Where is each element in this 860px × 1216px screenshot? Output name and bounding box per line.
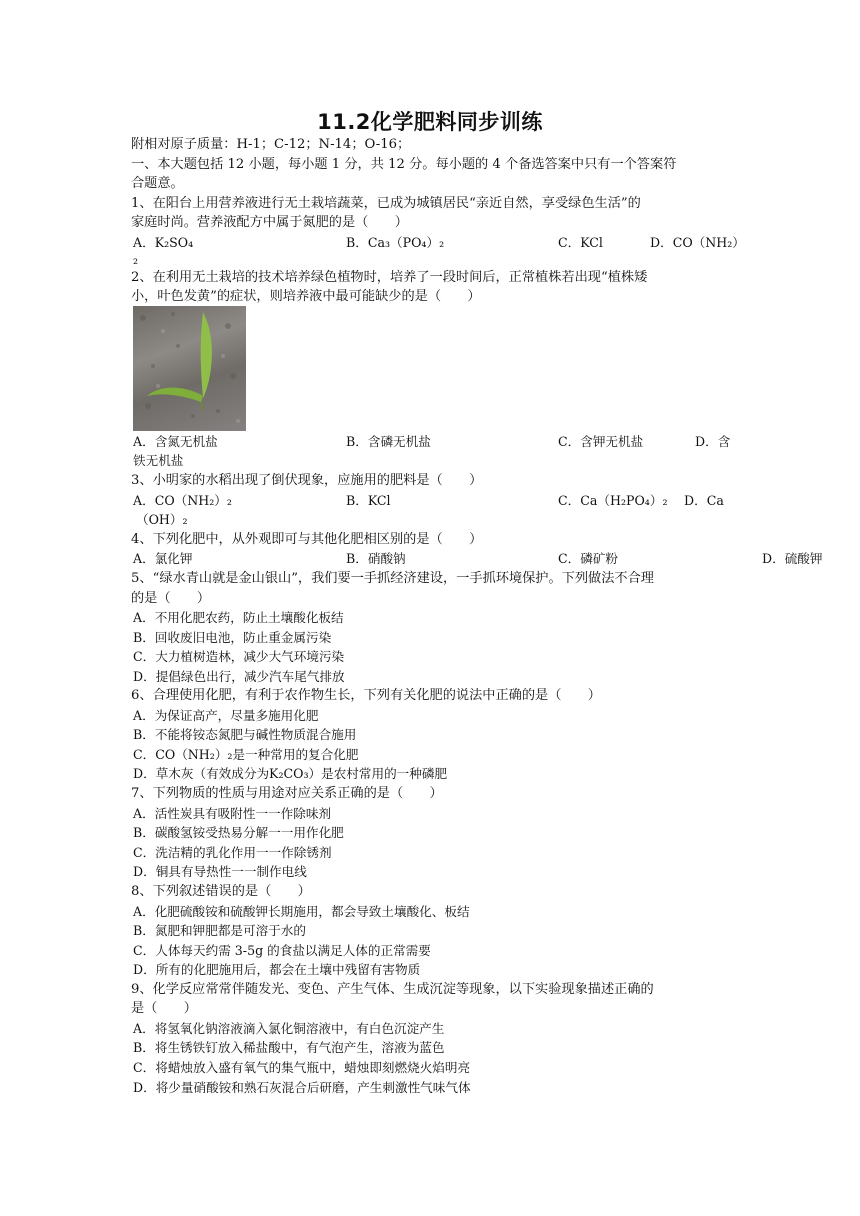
plant-seedling-photo bbox=[133, 306, 246, 431]
question-1-stem-cont: 家庭时尚。营养液配方中属于氮肥的是（ ） bbox=[131, 215, 408, 230]
question-5-option-b: B．回收废旧电池，防止重金属污染 bbox=[133, 630, 332, 645]
question-4-option-d: D．硫酸钾 bbox=[762, 551, 823, 566]
question-2-option-b: B．含磷无机盐 bbox=[346, 434, 431, 449]
question-6-option-c: C．CO（NH₂）₂是一种常用的复合化肥 bbox=[133, 747, 359, 762]
question-4-option-c: C．磷矿粉 bbox=[558, 551, 619, 566]
question-2-option-c: C．含钾无机盐 bbox=[558, 434, 644, 449]
question-8-stem: 8、下列叙述错误的是（ ） bbox=[131, 884, 311, 899]
question-6-stem: 6、合理使用化肥，有利于农作物生长，下列有关化肥的说法中正确的是（ ） bbox=[131, 688, 601, 703]
question-2-stem-cont: 小，叶色发黄”的症状，则培养液中最可能缺少的是（ ） bbox=[131, 289, 481, 304]
question-6-option-d: D．草木灰（有效成分为K₂CO₃）是农村常用的一种磷肥 bbox=[133, 766, 448, 781]
question-2-option-d-cont: 铁无机盐 bbox=[133, 453, 184, 468]
question-5-option-a: A．不用化肥农药，防止土壤酸化板结 bbox=[133, 610, 344, 625]
question-4-option-a: A．氯化钾 bbox=[133, 551, 193, 566]
question-7-option-c: C．洗洁精的乳化作用一一作除锈剂 bbox=[133, 845, 332, 860]
section-instruction-cont: 合题意。 bbox=[131, 176, 184, 191]
question-6-option-b: B．不能将铵态氮肥与碱性物质混合施用 bbox=[133, 727, 357, 742]
question-9-option-b: B．将生锈铁钉放入稀盐酸中，有气泡产生，溶液为蓝色 bbox=[133, 1040, 445, 1055]
question-9-stem-cont: 是（ ） bbox=[131, 1001, 197, 1016]
question-3-option-b: B．KCl bbox=[346, 493, 391, 508]
question-3-option-d: D．Ca bbox=[684, 493, 724, 508]
question-9-option-c: C．将蜡烛放入盛有氧气的集气瓶中，蜡烛即刻燃烧火焰明亮 bbox=[133, 1060, 471, 1075]
question-6-option-a: A．为保证高产，尽量多施用化肥 bbox=[133, 708, 319, 723]
question-1-stem: 1、在阳台上用营养液进行无土栽培蔬菜，已成为城镇居民“亲近自然，享受绿色生活”的 bbox=[131, 196, 641, 211]
question-9-option-d: D．将少量硝酸铵和熟石灰混合后研磨，产生刺激性气味气体 bbox=[133, 1080, 471, 1095]
question-8-option-c: C．人体每天约需 3-5g 的食盐以满足人体的正常需要 bbox=[133, 943, 431, 958]
atomic-mass-note: 附相对原子质量：H-1；C-12；N-14；O-16； bbox=[131, 137, 411, 152]
question-9-stem: 9、化学反应常常伴随发光、变色、产生气体、生成沉淀等现象，以下实验现象描述正确的 bbox=[131, 982, 654, 997]
question-3-option-d-cont: （OH）₂ bbox=[136, 512, 188, 527]
question-4-stem: 4、下列化肥中，从外观即可与其他化肥相区别的是（ ） bbox=[131, 532, 483, 547]
question-1-option-c: C．KCl bbox=[558, 235, 603, 250]
question-1-option-a: A．K₂SO₄ bbox=[133, 235, 194, 250]
question-2-option-a: A．含氮无机盐 bbox=[133, 434, 218, 449]
question-2-stem: 2、在利用无土栽培的技术培养绿色植物时，培养了一段时间后，正常植株若出现“植株矮 bbox=[131, 270, 648, 285]
question-5-stem-cont: 的是（ ） bbox=[131, 591, 211, 606]
question-5-option-d: D．提倡绿色出行，减少汽车尾气排放 bbox=[133, 669, 345, 684]
question-7-option-d: D．铜具有导热性一一制作电线 bbox=[133, 864, 307, 879]
question-5-stem: 5、“绿水青山就是金山银山”，我们要一手抓经济建设，一手抓环境保护。下列做法不合理 bbox=[131, 571, 654, 586]
question-4-option-b: B．硝酸钠 bbox=[346, 551, 406, 566]
question-1-option-d: D．CO（NH₂） bbox=[650, 235, 745, 250]
section-instruction: 一、本大题包括 12 小题，每小题 1 分，共 12 分。每小题的 4 个备选答案中只有一个答案符 bbox=[131, 157, 677, 172]
question-3-option-a: A．CO（NH₂）₂ bbox=[133, 493, 232, 508]
question-3-option-c: C．Ca（H₂PO₄）₂ bbox=[558, 493, 668, 508]
question-8-option-b: B．氮肥和钾肥都是可溶于水的 bbox=[133, 923, 306, 938]
question-7-stem: 7、下列物质的性质与用途对应关系正确的是（ ） bbox=[131, 786, 443, 801]
question-1-option-b: B．Ca₃（PO₄）₂ bbox=[346, 235, 445, 250]
question-3-stem: 3、小明家的水稻出现了倒伏现象，应施用的肥料是（ ） bbox=[131, 473, 483, 488]
question-8-option-a: A．化肥硫酸铵和硫酸钾长期施用，都会导致土壤酸化、板结 bbox=[133, 904, 470, 919]
question-9-option-a: A．将氢氧化钠溶液滴入氯化铜溶液中，有白色沉淀产生 bbox=[133, 1021, 445, 1036]
question-7-option-b: B．碳酸氢铵受热易分解一一用作化肥 bbox=[133, 825, 344, 840]
page-title: 11.2化学肥料同步训练 bbox=[317, 110, 543, 134]
question-5-option-c: C．大力植树造林，减少大气环境污染 bbox=[133, 649, 345, 664]
question-7-option-a: A．活性炭具有吸附性一一作除味剂 bbox=[133, 806, 332, 821]
question-2-option-d: D．含 bbox=[695, 434, 731, 449]
question-1-option-d-cont: ₂ bbox=[133, 252, 139, 267]
question-8-option-d: D．所有的化肥施用后，都会在土壤中残留有害物质 bbox=[133, 962, 421, 977]
